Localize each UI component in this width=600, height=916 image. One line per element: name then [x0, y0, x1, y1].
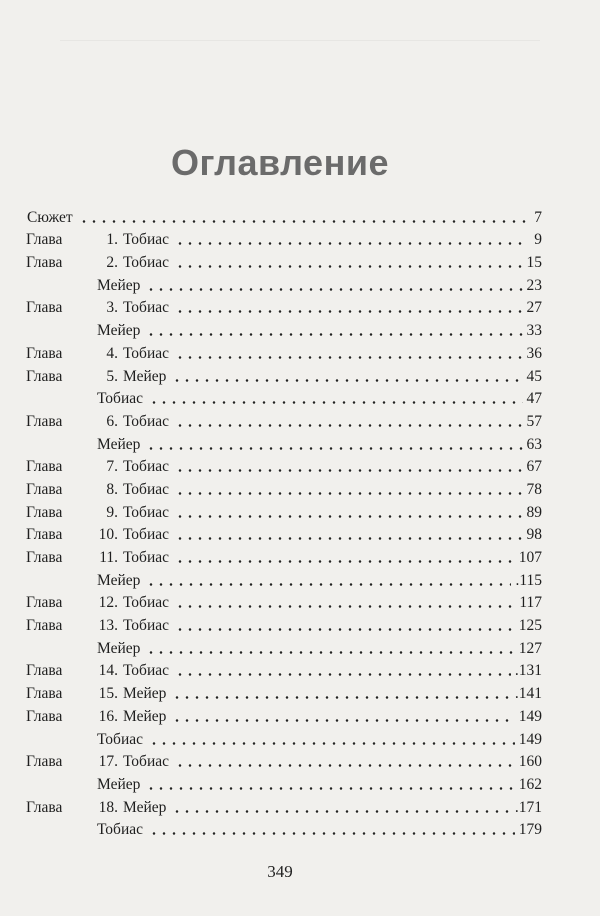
toc-page-number: 67 — [526, 458, 542, 476]
toc-page-number: 23 — [526, 276, 542, 294]
toc-page-number: 57 — [526, 412, 542, 430]
toc-dot-leader — [175, 537, 523, 540]
toc-chapter-number: 8. — [106, 480, 118, 498]
toc-dot-leader — [175, 242, 528, 245]
toc-dot-leader — [175, 356, 523, 359]
toc-page-number: 27 — [526, 299, 542, 317]
toc-page-number: 98 — [526, 526, 542, 544]
toc-entry — [26, 658, 542, 681]
toc-chapter-number: 14. — [98, 662, 118, 680]
toc-dot-leader — [146, 651, 514, 654]
toc-entry-title: Сюжет — [27, 208, 73, 226]
toc-chapter-label: Глава — [26, 299, 63, 317]
toc-entry-title: Мейер — [123, 367, 167, 385]
toc-entry — [26, 612, 542, 635]
toc-entry — [26, 635, 542, 658]
toc-entry-title: Мейер — [97, 775, 141, 793]
toc-entry-title: Тобиас — [123, 480, 169, 498]
toc-chapter-number: 16. — [98, 707, 118, 725]
toc-chapter-number: 3. — [106, 299, 118, 317]
toc-chapter-number: 10. — [98, 526, 118, 544]
toc-chapter-label: Глава — [26, 526, 63, 544]
toc-entry-title: Тобиас — [123, 254, 169, 272]
toc-chapter-label: Глава — [26, 617, 63, 635]
toc-chapter-number: 9. — [106, 503, 118, 521]
toc-dot-leader — [146, 787, 514, 790]
toc-chapter-number: 5. — [106, 367, 118, 385]
toc-entry-title: Мейер — [123, 798, 167, 816]
toc-entry — [26, 204, 542, 227]
toc-dot-leader — [175, 310, 523, 313]
toc-chapter-label: Глава — [26, 798, 63, 816]
toc-page-number: 9 — [534, 231, 542, 249]
toc-dot-leader — [149, 401, 523, 404]
toc-entry-title: Тобиас — [123, 549, 169, 566]
toc-entry — [26, 522, 542, 545]
toc-page-number: .141 — [514, 685, 542, 703]
toc-dot-leader — [175, 265, 523, 268]
toc-entry-title: Тобиас — [123, 526, 169, 544]
toc-entry — [26, 454, 542, 477]
toc-dot-leader — [149, 742, 515, 745]
toc-page-number: 125 — [518, 617, 542, 635]
toc-entry — [26, 680, 542, 703]
toc-dot-leader — [79, 220, 528, 223]
toc-entry — [26, 272, 542, 295]
toc-entry — [26, 544, 542, 567]
toc-dot-leader — [172, 719, 514, 722]
toc-chapter-number: 13. — [98, 617, 118, 635]
toc-page-number: 179 — [518, 821, 542, 839]
toc-chapter-label: Глава — [26, 753, 63, 771]
toc-entry — [26, 363, 542, 386]
toc-dot-leader — [146, 583, 511, 586]
toc-dot-leader — [175, 560, 515, 563]
toc-entry-title: Тобиас — [123, 617, 169, 635]
toc-page-number: 149 — [518, 730, 542, 748]
toc-page-number: 160 — [518, 753, 542, 771]
toc-chapter-label: Глава — [26, 254, 63, 272]
toc-dot-leader — [175, 673, 511, 676]
toc-chapter-label: Глава — [26, 549, 63, 566]
page-number: 349 — [267, 862, 293, 881]
toc-dot-leader — [172, 810, 510, 813]
toc-page-number: 127 — [518, 639, 542, 657]
toc-chapter-number: 17. — [98, 753, 118, 771]
toc-chapter-number: 2. — [106, 254, 118, 272]
toc-chapter-label: Глава — [26, 458, 63, 476]
page-title: Оглавление — [171, 142, 389, 183]
toc-entry — [26, 408, 542, 431]
toc-page-number: 149 — [518, 707, 542, 725]
toc-page-number: 33 — [526, 322, 542, 340]
toc-entry — [26, 227, 542, 250]
toc-chapter-number: 1. — [106, 231, 118, 249]
toc-dot-leader — [172, 379, 522, 382]
toc-dot-leader — [175, 628, 515, 631]
toc-dot-leader — [146, 333, 522, 336]
toc-entry-title: Мейер — [97, 571, 141, 589]
toc-entry — [26, 794, 542, 817]
toc-chapter-label: Глава — [26, 231, 63, 249]
toc-chapter-label: Глава — [26, 344, 63, 362]
toc-chapter-number: 7. — [106, 458, 118, 476]
toc-entry-title: Тобиас — [97, 730, 143, 748]
toc-entry — [26, 499, 542, 522]
toc-chapter-label: Глава — [26, 412, 63, 430]
toc-page-number: .131 — [514, 662, 542, 680]
toc-page-number: 45 — [526, 367, 542, 385]
toc-chapter-label: Глава — [26, 480, 63, 498]
toc-entry-title: Тобиас — [123, 753, 169, 771]
toc-page-number: .171 — [514, 798, 542, 816]
toc-dot-leader — [149, 832, 515, 835]
toc-dot-leader — [175, 424, 523, 427]
toc-chapter-number: 12. — [98, 594, 118, 612]
toc-dot-leader — [175, 764, 515, 767]
toc-entry-title: Мейер — [97, 639, 141, 657]
toc-dot-leader — [146, 288, 522, 291]
toc-entry-title: Тобиас — [123, 299, 169, 317]
toc-entry-title: Мейер — [97, 435, 141, 453]
toc-entry — [26, 317, 542, 340]
toc-entry — [26, 249, 542, 272]
toc-entry — [26, 817, 542, 840]
toc-dot-leader — [146, 447, 522, 450]
toc-dot-leader — [175, 492, 523, 495]
toc-entry — [26, 386, 542, 409]
toc-entry-title: Мейер — [123, 707, 167, 725]
toc-entry — [26, 476, 542, 499]
table-of-contents — [26, 204, 542, 839]
toc-entry — [26, 590, 542, 613]
toc-chapter-label: Глава — [26, 594, 63, 612]
toc-chapter-label: Глава — [26, 685, 63, 703]
toc-chapter-number: 6. — [106, 412, 118, 430]
toc-page-number: 162 — [518, 775, 542, 793]
toc-entry-title: Тобиас — [97, 390, 143, 408]
toc-entry-title: Мейер — [97, 322, 141, 340]
toc-entry — [26, 703, 542, 726]
toc-entry-title: Тобиас — [123, 458, 169, 476]
toc-dot-leader — [175, 515, 523, 518]
toc-entry-title: Тобиас — [123, 662, 169, 680]
toc-dot-leader — [175, 605, 515, 608]
toc-chapter-label: Глава — [26, 662, 63, 680]
toc-dot-leader — [172, 696, 510, 699]
toc-entry-title: Тобиас — [123, 412, 169, 430]
toc-page-number: 63 — [526, 435, 542, 453]
toc-chapter-label: Глава — [26, 503, 63, 521]
toc-entry-title: Тобиас — [123, 503, 169, 521]
toc-entry-title: Тобиас — [123, 344, 169, 362]
toc-chapter-label: Глава — [26, 367, 63, 385]
toc-entry — [26, 295, 542, 318]
toc-page-number: 117 — [519, 594, 542, 612]
toc-entry — [26, 771, 542, 794]
toc-page-number: 107 — [518, 549, 542, 566]
toc-chapter-number: 4. — [106, 344, 118, 362]
toc-page-number: .115 — [515, 571, 542, 589]
toc-entry-title: Тобиас — [97, 821, 143, 839]
toc-dot-leader — [175, 469, 523, 472]
toc-page-number: 36 — [526, 344, 542, 362]
toc-entry-title: Мейер — [97, 276, 141, 294]
toc-entry-title: Мейер — [123, 685, 167, 703]
toc-chapter-number: 18. — [98, 798, 118, 816]
toc-page-number: 89 — [526, 503, 542, 521]
toc-page-number: 78 — [526, 480, 542, 498]
toc-entry — [26, 431, 542, 454]
toc-page-number: 47 — [526, 390, 542, 408]
toc-chapter-number: 15. — [98, 685, 118, 703]
toc-chapter-number: 11. — [99, 549, 118, 566]
toc-entry — [26, 567, 542, 590]
toc-entry — [26, 749, 542, 772]
toc-entry — [26, 340, 542, 363]
toc-entry — [26, 726, 542, 749]
toc-entry-title: Тобиас — [123, 231, 169, 249]
toc-page-number: 15 — [526, 254, 542, 272]
toc-entry-title: Тобиас — [123, 594, 169, 612]
toc-chapter-label: Глава — [26, 707, 63, 725]
toc-page-number: 7 — [534, 208, 542, 226]
